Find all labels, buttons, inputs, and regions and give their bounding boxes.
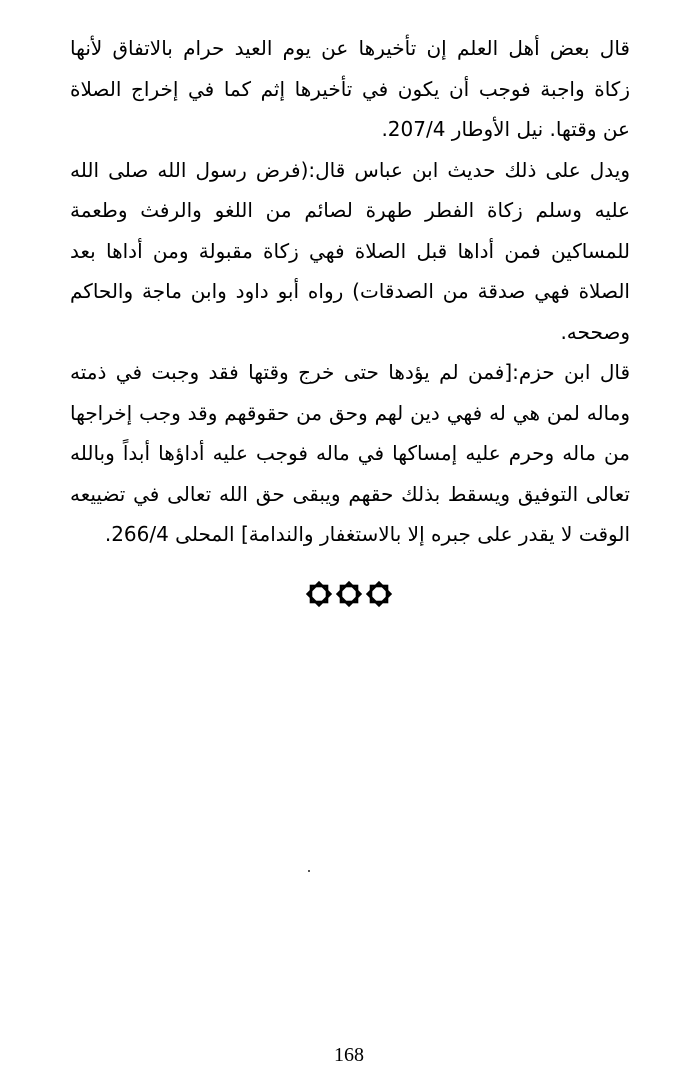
scan-speck — [308, 870, 310, 872]
paragraph-2-line-5: وصححه. — [560, 319, 630, 344]
paragraph-2-line-3: للمساكين فمن أداها قبل الصلاة فهي زكاة مقبولة ومن أداها بعد — [70, 238, 630, 263]
paragraph-1-line-2: زكاة واجبة فوجب أن يكون في تأخيرها إثم كما في إخراج الصلاة — [70, 76, 630, 101]
paragraph-3-line-3: من ماله وحرم عليه إمساكها في ماله فوجب عليه أداؤها أبداً وبالله — [70, 441, 630, 465]
paragraph-2-line-2: عليه وسلم زكاة الفطر طهرة لصائم من اللغو والرفث وطعمة — [70, 198, 630, 222]
page-number: 168 — [334, 1044, 364, 1066]
section-ornament — [0, 580, 698, 610]
paragraph-1-line-1: قال بعض أهل العلم إن تأخيرها عن يوم العيد حرام بالاتفاق لأنها — [70, 36, 630, 60]
paragraph-2-line-4: الصلاة فهي صدقة من الصدقات) رواه أبو داود وابن ماجة والحاكم — [70, 279, 630, 303]
body-text — [70, 28, 630, 555]
paragraph-3-line-1: قال ابن حزم:[فمن لم يؤدها حتى خرج وقتها فقد وجبت في ذمته — [70, 360, 630, 384]
paragraph-3-line-2: وماله لمن هي له فهي دين لهم وحق من حقوقهم وقد وجب إخراجها — [70, 400, 630, 425]
paragraph-3-line-5: الوقت لا يقدر على جبره إلا بالاستغفار والندامة] المحلى 266/4. — [104, 522, 630, 546]
paragraph-2-line-1: ويدل على ذلك حديث ابن عباس قال:(فرض رسول الله صلى الله — [70, 157, 630, 182]
octagram-ornament-icon — [335, 580, 363, 608]
paragraph-1-line-3: عن وقتها. نيل الأوطار 207/4. — [381, 117, 630, 141]
octagram-ornament-icon — [305, 580, 333, 608]
octagram-ornament-icon — [365, 580, 393, 608]
paragraph-3-line-4: تعالى التوفيق ويسقط بذلك حقهم ويبقى حق الله تعالى في تضييعه — [70, 481, 630, 506]
